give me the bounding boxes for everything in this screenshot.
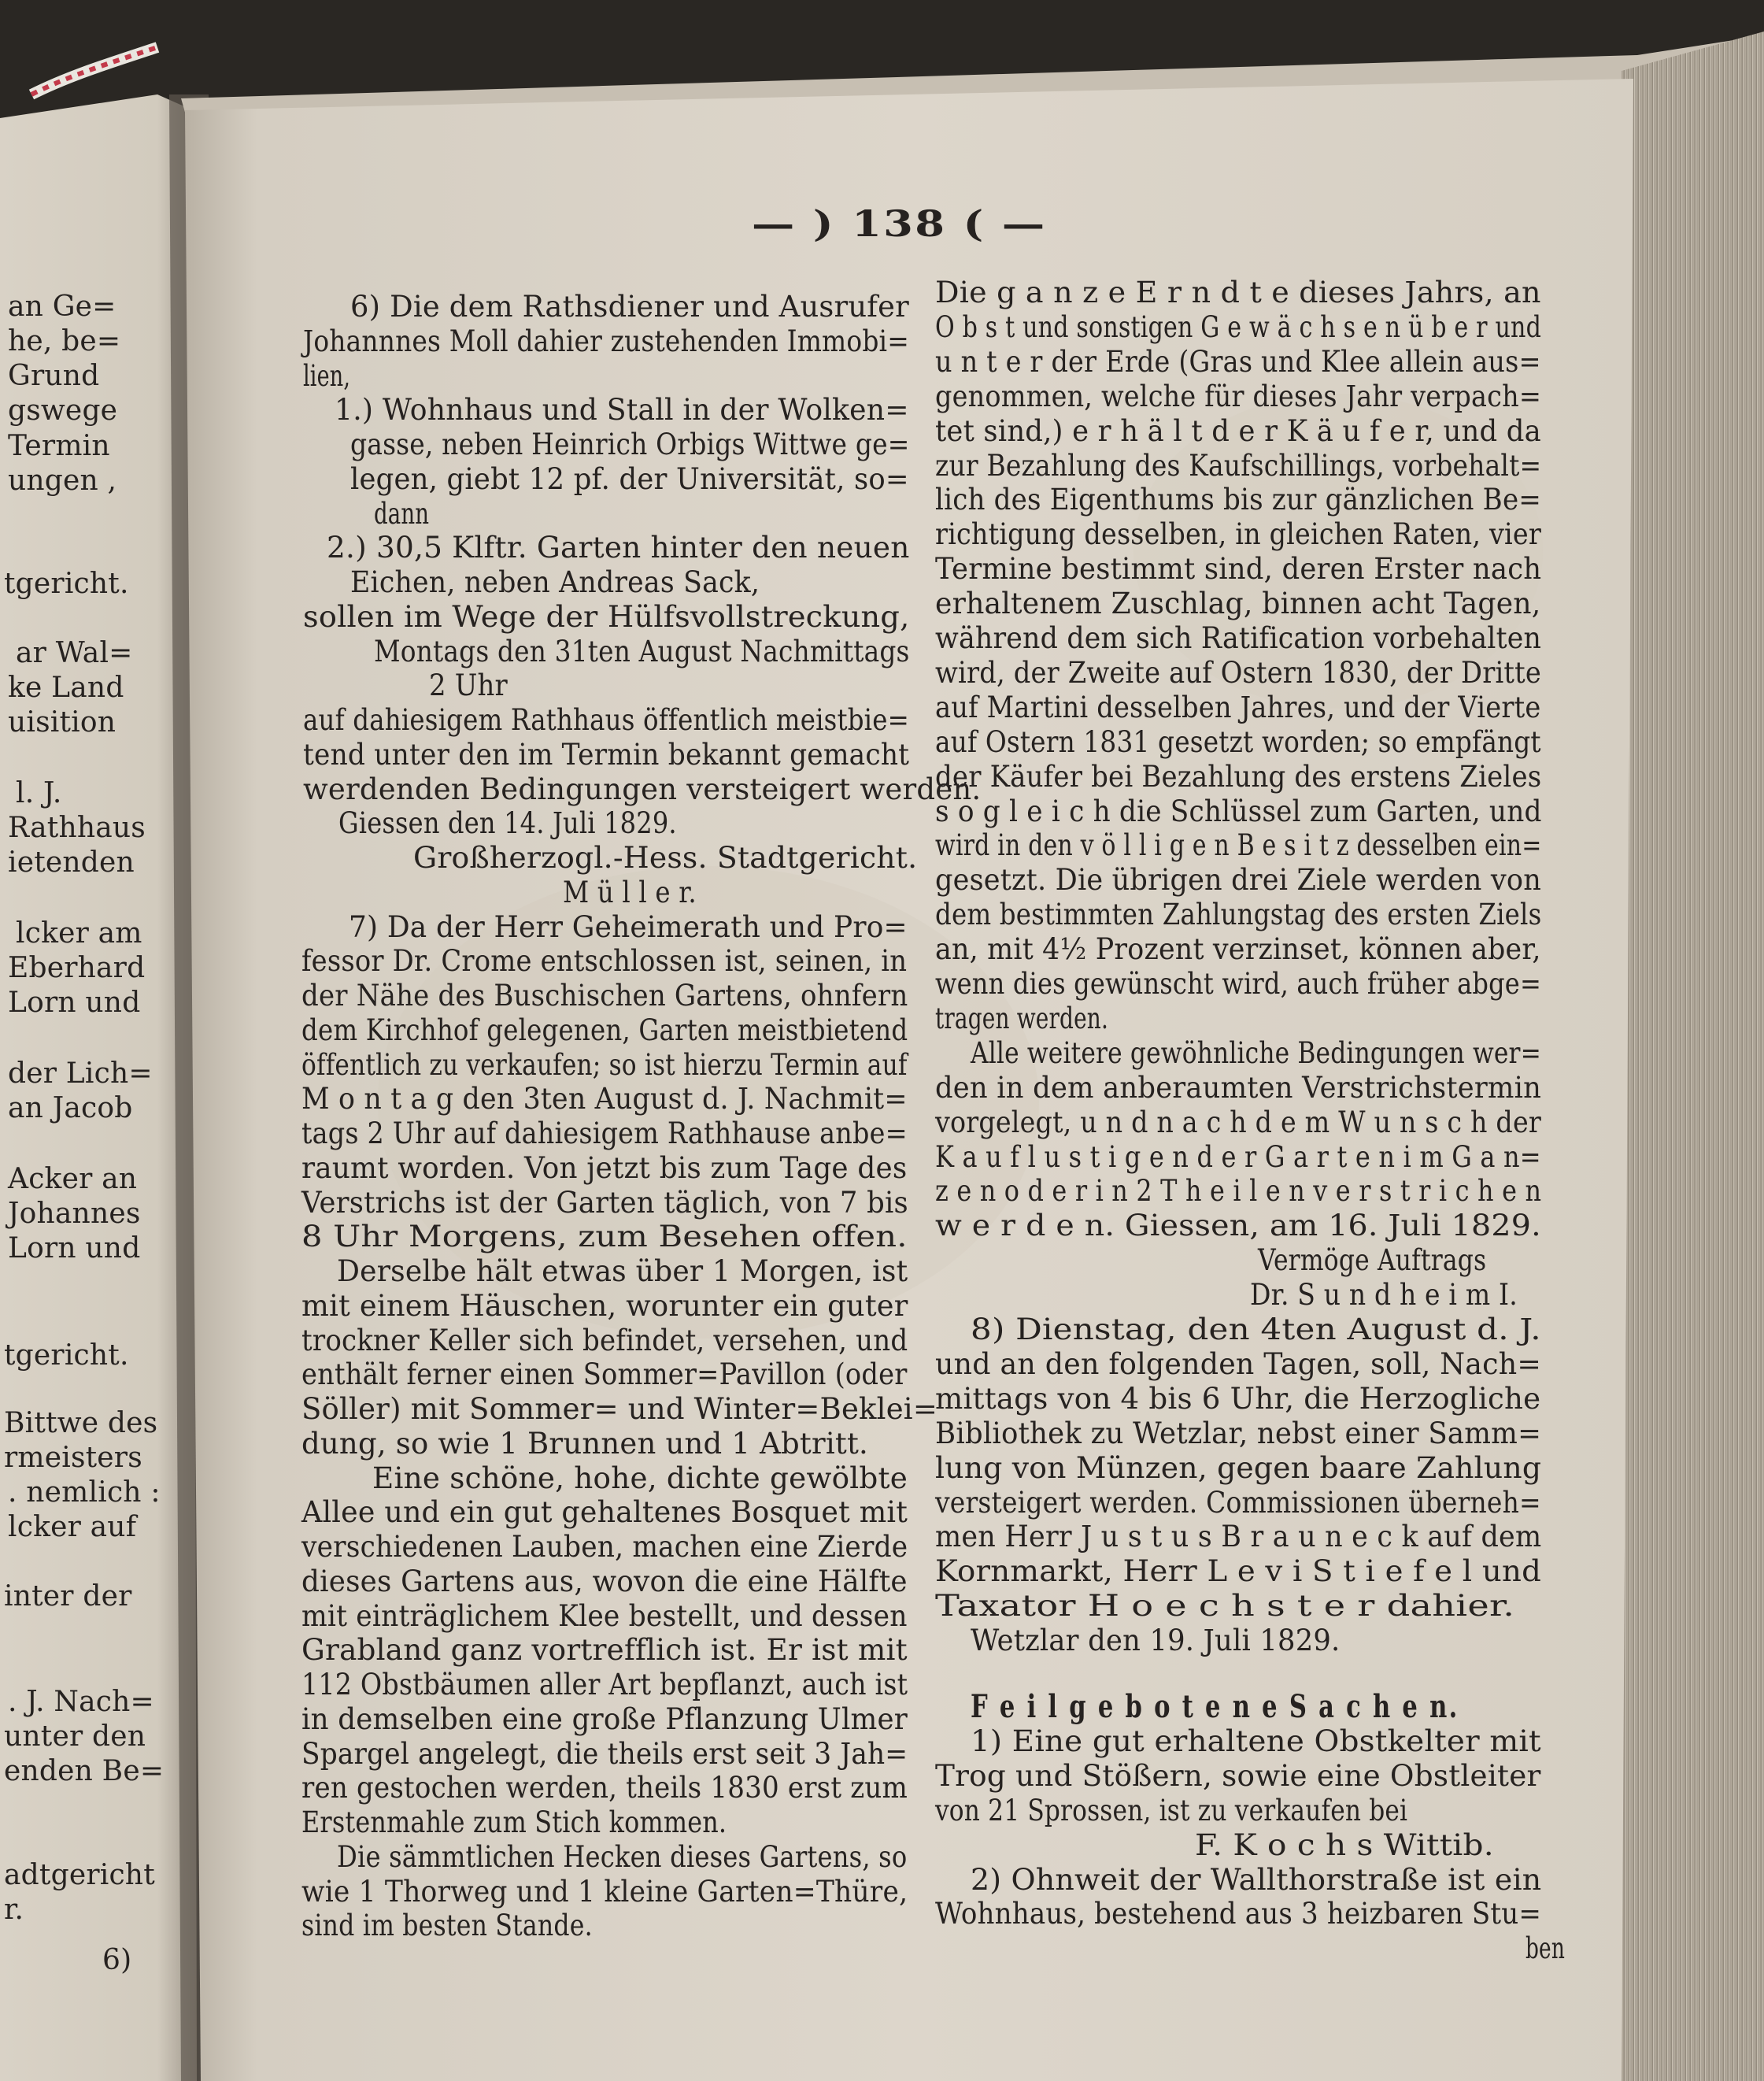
left-column-line: Großherzogl.-Hess. Stadtgericht. (413, 841, 918, 875)
left-page-fragment: l. J. (16, 777, 62, 809)
right-column-line: genommen, welche für dieses Jahr verpach= (935, 379, 1542, 413)
left-column-line: mit einträglichem Klee bestellt, und dessen (301, 1598, 908, 1633)
left-column-line: 1.) Wohnhaus und Stall in der Wolken= (335, 393, 909, 428)
left-column-line: sind im besten Stande. (301, 1909, 593, 1943)
left-page-fragment: Eberhard (8, 952, 146, 984)
left-column-line: dann (374, 496, 430, 531)
right-column-line: Die g a n z e E r n d t e dieses Jahrs, an (935, 276, 1541, 309)
left-column-line: legen, giebt 12 pf. der Universität, so= (350, 461, 909, 496)
left-column-line: mit einem Häuschen, worunter ein guter (301, 1288, 908, 1323)
left-column-line: wie 1 Thorweg und 1 kleine Garten=Thüre, (301, 1874, 908, 1909)
left-page-fragment: lcker am (16, 917, 142, 950)
right-column-line: w e r d e n. Giessen, am 16. Juli 1829. (935, 1209, 1541, 1243)
left-page-fragment: ar Wal= (16, 637, 133, 669)
left-page-fragment: der Lich= (8, 1057, 153, 1090)
left-page-fragment: Bittwe des (4, 1407, 158, 1439)
left-column-line: sollen im Wege der Hülfsvollstreckung, (303, 599, 910, 634)
right-column-line: tragen werden. (935, 1001, 1109, 1035)
left-column-line: fessor Dr. Crome entschlossen ist, seinen, in (301, 944, 908, 979)
right-column-line: Alle weitere gewöhnliche Bedingungen wer= (971, 1035, 1542, 1070)
right-column-line: der Käufer bei Bezahlung des erstens Zieles (935, 759, 1542, 794)
right-column-line: vorgelegt, u n d n a c h d e m W u n s c h der (935, 1105, 1541, 1139)
right-column-line: mittags von 4 bis 6 Uhr, die Herzogliche (935, 1381, 1541, 1416)
left-column-line: Giessen den 14. Juli 1829. (338, 806, 677, 841)
left-column-line: gasse, neben Heinrich Orbigs Wittwe ge= (350, 428, 910, 461)
left-column-line: 2 Uhr (429, 668, 508, 703)
left-column-line: tend unter den im Termin bekannt gemacht (303, 737, 910, 772)
right-column-line: richtigung desselben, in gleichen Raten, vier (935, 517, 1541, 552)
right-column-line: Vermöge Auftrags (1258, 1243, 1487, 1278)
right-column-line: Bibliothek zu Wetzlar, nebst einer Samm= (935, 1416, 1542, 1450)
left-page-fragment: r. (4, 1894, 24, 1926)
left-column-line: Die sämmtlichen Hecken dieses Gartens, so (337, 1839, 908, 1874)
right-column-line: wird, der Zweite auf Ostern 1830, der Dritte (935, 655, 1541, 690)
left-page-fragment: tgericht. (4, 568, 129, 600)
left-column-line: trockner Keller sich befindet, versehen, und (301, 1323, 908, 1357)
left-column-line: raumt worden. Von jetzt bis zum Tage des (301, 1150, 908, 1185)
right-column-line: wird in den v ö l l i g e n B e s i t z desselben ein= (935, 828, 1542, 863)
left-column-line: ren gestochen werden, theils 1830 erst zum (301, 1771, 908, 1805)
right-column-line: an, mit 4½ Prozent verzinset, können aber, (935, 932, 1541, 967)
right-column-line: Wetzlar den 19. Juli 1829. (971, 1624, 1341, 1658)
left-column-line: Johannnes Moll dahier zustehenden Immobi= (303, 324, 909, 358)
left-column-line: M o n t a g den 3ten August d. J. Nachmit= (301, 1082, 908, 1116)
right-column-line: erhaltenem Zuschlag, binnen acht Tagen, (935, 587, 1541, 621)
left-column-line: 6) Die dem Rathsdiener und Ausrufer (350, 290, 909, 324)
right-column-line: Kornmarkt, Herr L e v i S t i e f e l und (935, 1554, 1542, 1589)
left-page-fragment: Acker an (8, 1163, 138, 1195)
right-column-line: gesetzt. Die übrigen drei Ziele werden von (935, 863, 1541, 898)
left-page-fragment: an Jacob (8, 1092, 133, 1124)
left-page-fragment: ietenden (8, 846, 135, 879)
left-page-fragment: ungen , (8, 465, 117, 497)
left-column-line: auf dahiesigem Rathhaus öffentlich meistbie= (303, 703, 909, 737)
left-column-line: lien, (303, 358, 351, 393)
left-column-line: Eine schöne, hohe, dichte gewölbte (372, 1461, 908, 1495)
right-column-line: zur Bezahlung des Kaufschillings, vorbehalt= (935, 448, 1542, 483)
right-column-line: Trog und Stößern, sowie eine Obstleiter (935, 1758, 1541, 1793)
left-column-line: verschiedenen Lauben, machen eine Zierde (301, 1530, 908, 1564)
left-page-fragment: adtgericht (4, 1859, 155, 1891)
left-page-fragment: Johannes (8, 1198, 141, 1230)
page-number-header: — ) 138 ( — (752, 202, 1047, 245)
right-column-line: dem bestimmten Zahlungstag des ersten Ziels (935, 898, 1542, 932)
left-column-line: in demselben eine große Pflanzung Ulmer (301, 1701, 908, 1736)
right-column-line: men Herr J u s t u s B r a u n e c k auf dem (935, 1520, 1542, 1554)
right-column-line: Wohnhaus, bestehend aus 3 heizbaren Stu= (935, 1897, 1542, 1931)
left-column-line: 7) Da der Herr Geheimerath und Pro= (349, 909, 908, 944)
left-column-line: der Nähe des Buschischen Gartens, ohnfern (301, 979, 908, 1013)
right-column-line: s o g l e i c h die Schlüssel zum Garten, und (935, 794, 1542, 828)
left-column-line: M ü l l e r. (563, 875, 697, 909)
right-column-line: von 21 Sprossen, ist zu verkaufen bei (935, 1793, 1408, 1827)
right-column-line: lung von Münzen, gegen baare Zahlung (935, 1450, 1542, 1485)
left-page-fragment: Rathhaus (8, 812, 146, 844)
left-column-line: 2.) 30,5 Klftr. Garten hinter den neuen (327, 531, 910, 565)
left-column-line: dieses Gartens aus, wovon die eine Hälfte (301, 1564, 908, 1598)
left-page-fragment: unter den (4, 1720, 146, 1753)
right-column-line: 8) Dienstag, den 4ten August d. J. (971, 1313, 1541, 1346)
right-column-line: z e n o d e r i n 2 T h e i l e n v e r s t r i c h e n (935, 1174, 1542, 1209)
right-column-line: wenn dies gewünscht wird, auch früher abge= (935, 967, 1542, 1001)
right-column-line: und an den folgenden Tagen, soll, Nach= (935, 1346, 1542, 1381)
left-column-line: dem Kirchhof gelegenen, Garten meistbietend (301, 1013, 908, 1047)
left-page-fragment: lcker auf (8, 1511, 137, 1543)
left-page-fragment: uisition (8, 706, 116, 739)
right-column-line: 1) Eine gut erhaltene Obstkelter mit (971, 1724, 1541, 1758)
left-page-fragment: rmeisters (4, 1442, 142, 1474)
right-column-line: F. K o c h s Wittib. (1195, 1827, 1494, 1862)
left-page-fragment: an Ge= (8, 291, 116, 323)
left-page-fragment: Termin (8, 430, 110, 462)
left-page-fragment: 6) (102, 1944, 132, 1976)
left-column-line: werdenden Bedingungen versteigert werden. (303, 772, 982, 806)
right-column-line: lich des Eigenthums bis zur gänzlichen Be= (935, 483, 1542, 517)
right-column-line: auf Martini desselben Jahres, und der Vierte (935, 690, 1541, 724)
left-page-fragment: Grund (8, 360, 100, 392)
left-page-fragment: Lorn und (8, 1232, 141, 1265)
right-column-line: Termine bestimmt sind, deren Erster nach (935, 552, 1542, 587)
left-column-line: Allee und ein gut gehaltenes Bosquet mit (301, 1495, 908, 1530)
left-column-line: 112 Obstbäumen aller Art bepflanzt, auch ist (301, 1668, 908, 1701)
left-column-line: Montags den 31ten August Nachmittags (374, 634, 910, 668)
right-column-line: O b s t und sonstigen G e w ä c h s e n ü b e r und (935, 309, 1542, 344)
left-page-fragment: he, be= (8, 325, 121, 357)
left-column-line: Grabland ganz vortrefflich ist. Er ist mit (301, 1633, 908, 1668)
left-column-line: 8 Uhr Morgens, zum Besehen offen. (301, 1220, 908, 1254)
right-column-line: 2) Ohnweit der Wallthorstraße ist ein (971, 1862, 1542, 1897)
right-column-line: tet sind,) e r h ä l t d e r K ä u f e r, und da (935, 413, 1541, 448)
right-column-line: Dr. S u n d h e i m I. (1250, 1278, 1518, 1313)
right-column-line: ben (1525, 1931, 1565, 1966)
right-column-line: Taxator H o e c h s t e r dahier. (935, 1589, 1515, 1624)
left-page-fragment: ke Land (8, 672, 124, 704)
left-page-fragment: enden Be= (4, 1755, 165, 1787)
right-column-line: K a u f l u s t i g e n d e r G a r t e n i m G a n= (935, 1139, 1541, 1174)
left-page-fragment: inter der (4, 1580, 132, 1613)
left-column-line: Spargel angelegt, die theils erst seit 3 Jah= (301, 1736, 908, 1771)
right-column-line: während dem sich Ratification vorbehalten (935, 621, 1542, 655)
left-column-line: tags 2 Uhr auf dahiesigem Rathhause anbe= (301, 1116, 908, 1150)
left-column-line: Söller) mit Sommer= und Winter=Beklei= (301, 1392, 938, 1426)
left-page-fragment: tgericht. (4, 1339, 129, 1372)
left-page-fragment: . nemlich : (8, 1476, 161, 1509)
left-column-line: Verstrichs ist der Garten täglich, von 7 bis (301, 1185, 908, 1220)
left-page-fragment: . J. Nach= (8, 1686, 154, 1718)
left-column-line: öffentlich zu verkaufen; so ist hierzu Termin auf (301, 1047, 908, 1082)
right-column-line: versteigert werden. Commissionen überneh= (935, 1485, 1541, 1520)
left-column-line: dung, so wie 1 Brunnen und 1 Abtritt. (301, 1426, 868, 1461)
left-column-line: Erstenmahle zum Stich kommen. (301, 1805, 727, 1839)
left-column-line: enthält ferner einen Sommer=Pavillon (oder (301, 1357, 908, 1392)
right-column-line: auf Ostern 1831 gesetzt worden; so empfängt (935, 724, 1541, 759)
left-column-line: Eichen, neben Andreas Sack, (350, 565, 760, 599)
right-column-line: u n t e r der Erde (Gras und Klee allein aus= (935, 344, 1541, 379)
left-page-fragment: gswege (8, 394, 118, 427)
right-column-line: den in dem anberaumten Verstrichstermin (935, 1070, 1542, 1105)
left-column-line: Derselbe hält etwas über 1 Morgen, ist (337, 1254, 908, 1288)
left-page-fragment: Lorn und (8, 987, 141, 1019)
section-heading: F e i l g e b o t e n e S a c h e n. (971, 1688, 1459, 1725)
